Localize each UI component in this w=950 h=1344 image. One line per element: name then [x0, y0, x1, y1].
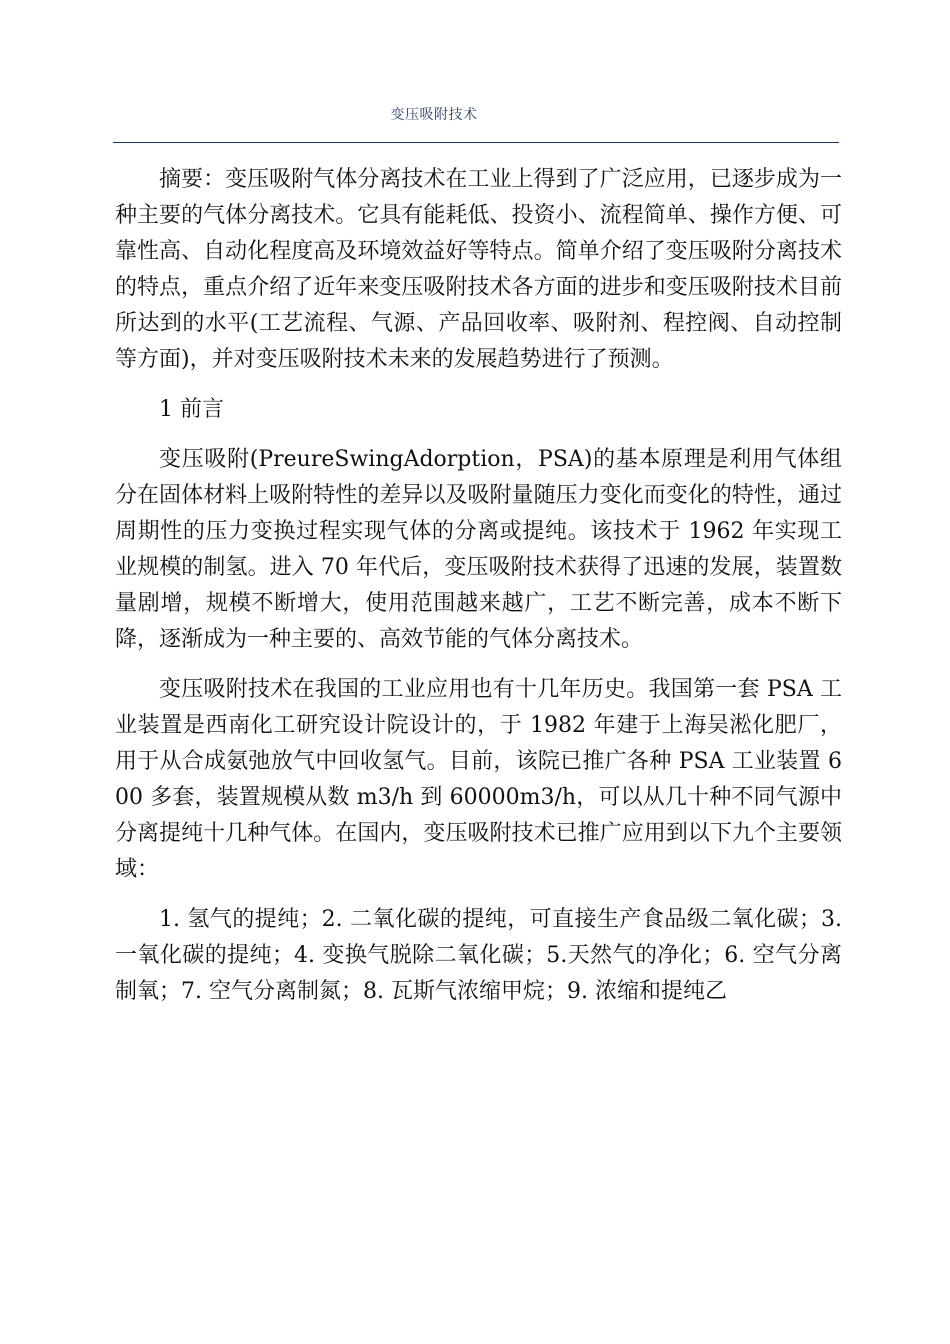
body-paragraph-china-application: 变压吸附技术在我国的工业应用也有十几年历史。我国第一套 PSA 工业装置是西南化工研究设计院设计的，于 1982 年建于上海吴淞化肥厂，用于从合成氨弛放气中回收氢气。目前，该院已推广各种 PSA 工业装置 600 多套，装置规模从数 m3/h 到 60000m3/h，可以从几十种不同气源中分离提纯十几种气体。在国内，变压吸附技术已推广应用到以下九个主要领域： — [115, 677, 842, 882]
body-paragraph-application-list: 1. 氢气的提纯；2. 二氧化碳的提纯，可直接生产食品级二氧化碳；3. 一氧化碳的提纯；4. 变换气脱除二氧化碳；5.天然气的净化；6. 空气分离制氧；7. 空气分离制氮；8. 瓦斯气浓缩甲烷；9. 浓缩和提纯乙 — [115, 907, 842, 1004]
body-paragraph-principle: 变压吸附(PreureSwingAdorption，PSA)的基本原理是利用气体组分在固体材料上吸附特性的差异以及吸附量随压力变化而变化的特性，通过周期性的压力变换过程实现气体的分离或提纯。该技术于 1962 年实现工业规模的制氢。进入 70 年代后，变压吸附技术获得了迅速的发展，装置数量剧增，规模不断增大，使用范围越来越广，工艺不断完善，成本不断下降，逐渐成为一种主要的、高效节能的气体分离技术。 — [115, 447, 842, 652]
section-heading-introduction: 1 前言 — [159, 397, 224, 422]
header-divider — [113, 142, 839, 143]
document-body — [115, 162, 842, 1024]
running-header-title: 变压吸附技术 — [390, 107, 478, 123]
abstract-paragraph: 摘要：变压吸附气体分离技术在工业上得到了广泛应用，已逐步成为一种主要的气体分离技术。它具有能耗低、投资小、流程简单、操作方便、可靠性高、自动化程度高及环境效益好等特点。简单介绍了变压吸附分离技术的特点，重点介绍了近年来变压吸附技术各方面的进步和变压吸附技术目前所达到的水平(工艺流程、气源、产品回收率、吸附剂、程控阀、自动控制等方面)，并对变压吸附技术未来的发展趋势进行了预测。 — [115, 167, 842, 372]
